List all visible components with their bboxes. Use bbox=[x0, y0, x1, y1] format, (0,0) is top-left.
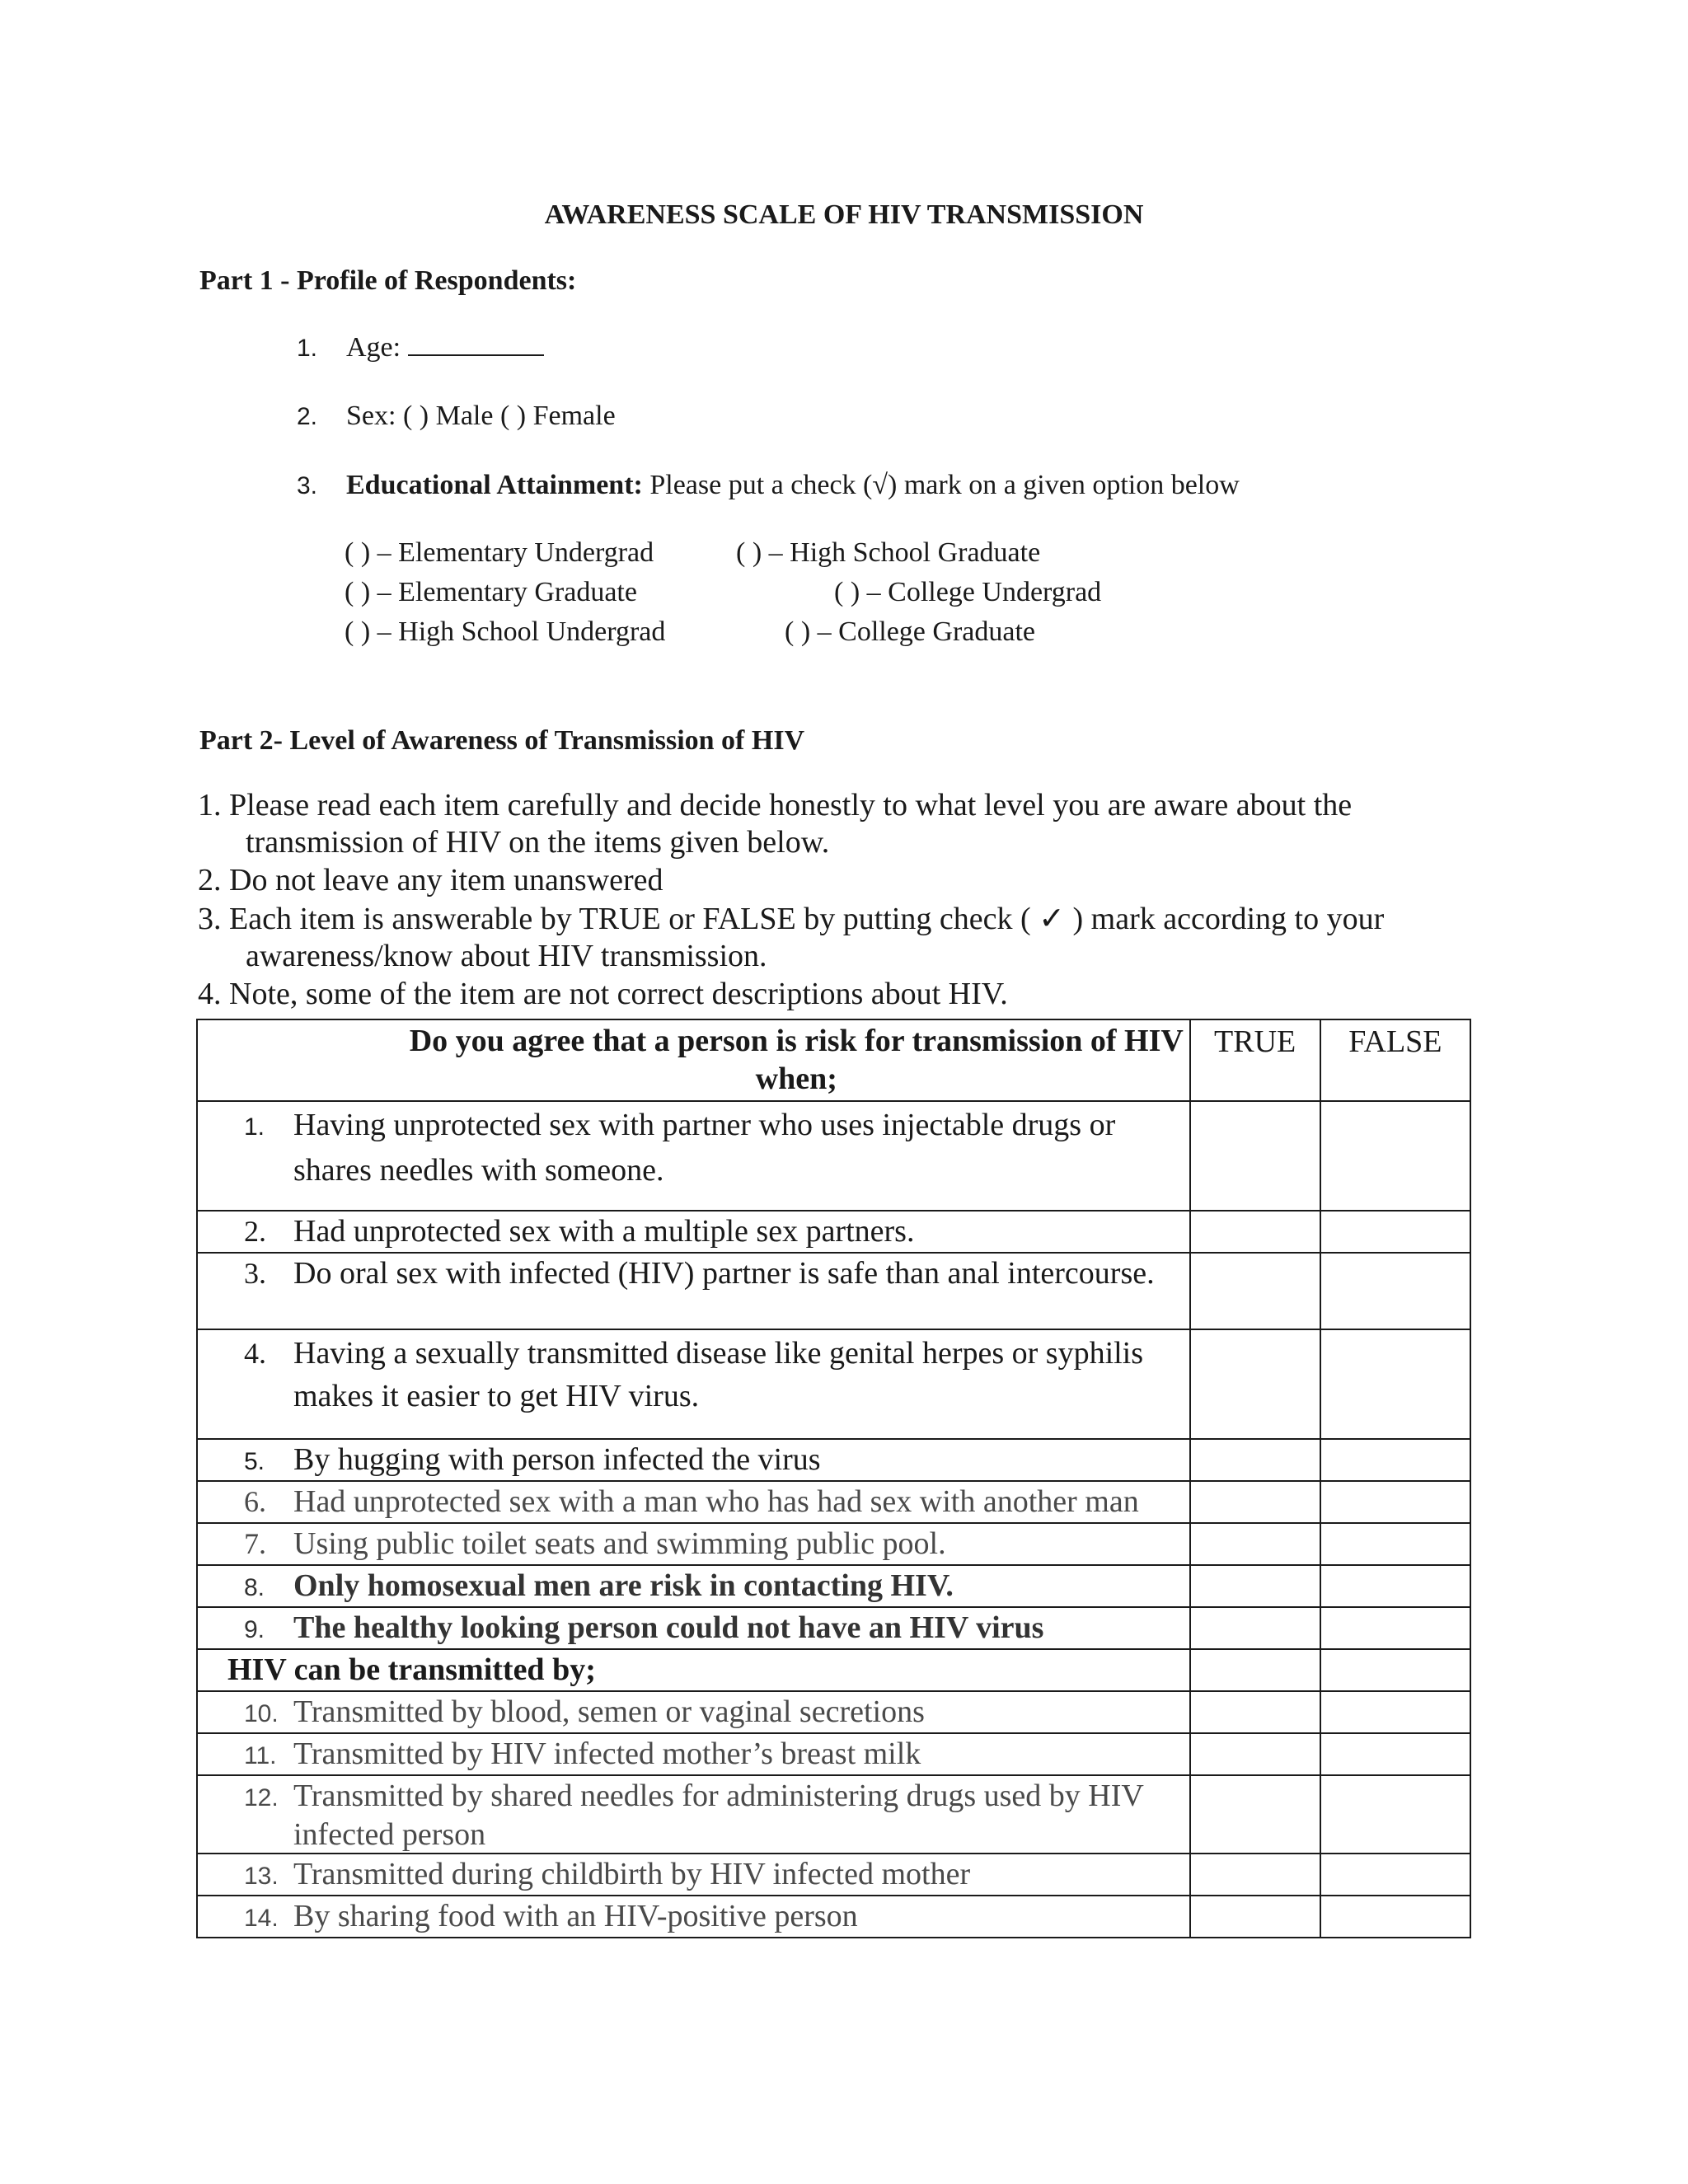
item-number: 1. bbox=[244, 1113, 265, 1141]
item-text: Transmitted by shared needles for administering drugs used by HIV infected person bbox=[293, 1779, 1144, 1852]
education-item bbox=[297, 470, 1240, 501]
header-question: Do you agree that a person is risk for transmission of HIV when; bbox=[197, 1019, 1190, 1101]
age-label: Age: bbox=[346, 332, 401, 363]
false-check-cell[interactable] bbox=[1320, 1733, 1470, 1775]
true-check-cell[interactable] bbox=[1190, 1607, 1320, 1649]
false-check-cell[interactable] bbox=[1320, 1481, 1470, 1523]
education-instruction: Please put a check (√) mark on a given option below bbox=[642, 470, 1240, 500]
age-blank-field[interactable] bbox=[408, 331, 544, 356]
true-check-cell[interactable] bbox=[1190, 1896, 1320, 1938]
item-number: 10. bbox=[244, 1700, 279, 1727]
false-check-cell[interactable] bbox=[1320, 1775, 1470, 1854]
item-number: 9. bbox=[244, 1616, 265, 1643]
table-row bbox=[197, 1775, 1470, 1854]
false-check-cell[interactable] bbox=[1320, 1523, 1470, 1565]
instruction-1: 1. Please read each item carefully and decide honestly to what level you are aware about the bbox=[198, 788, 1353, 823]
item-text: Transmitted by HIV infected mother’s breast milk bbox=[293, 1736, 921, 1771]
table-row bbox=[197, 1523, 1470, 1565]
part1-heading: Part 1 - Profile of Respondents: bbox=[199, 265, 577, 296]
false-check-cell[interactable] bbox=[1320, 1101, 1470, 1211]
instruction-3-cont: awareness/know about HIV transmission. bbox=[246, 939, 767, 973]
instruction-4: 4. Note, some of the item are not correct descriptions about HIV. bbox=[198, 977, 1008, 1011]
false-check-cell[interactable] bbox=[1320, 1854, 1470, 1896]
item-number: 4. bbox=[244, 1337, 266, 1370]
sex-label[interactable]: Sex: ( ) Male ( ) Female bbox=[346, 401, 616, 431]
table-row bbox=[197, 1733, 1470, 1775]
false-check-cell[interactable] bbox=[1320, 1607, 1470, 1649]
true-check-cell[interactable] bbox=[1190, 1329, 1320, 1439]
table-row bbox=[197, 1607, 1470, 1649]
item-number: 11. bbox=[244, 1742, 277, 1769]
true-check-cell[interactable] bbox=[1190, 1523, 1320, 1565]
true-check-cell[interactable] bbox=[1190, 1854, 1320, 1896]
item-text: Using public toilet seats and swimming public pool. bbox=[293, 1526, 946, 1561]
header-false: FALSE bbox=[1320, 1019, 1470, 1101]
true-check-cell[interactable] bbox=[1190, 1733, 1320, 1775]
item-text: Had unprotected sex with a multiple sex partners. bbox=[293, 1214, 915, 1249]
item-text: Having unprotected sex with partner who uses injectable drugs or shares needles with someone. bbox=[293, 1108, 1116, 1188]
item-text: Transmitted by blood, semen or vaginal secretions bbox=[293, 1694, 925, 1729]
page-title: AWARENESS SCALE OF HIV TRANSMISSION bbox=[544, 199, 1144, 230]
table-row bbox=[197, 1896, 1470, 1938]
education-number: 3. bbox=[297, 472, 318, 499]
section-true-cell bbox=[1190, 1649, 1320, 1691]
instruction-2: 2. Do not leave any item unanswered bbox=[198, 863, 663, 898]
table-row bbox=[197, 1101, 1470, 1211]
false-check-cell[interactable] bbox=[1320, 1253, 1470, 1329]
item-number: 12. bbox=[244, 1784, 279, 1811]
sex-item bbox=[297, 401, 616, 432]
item-number: 8. bbox=[244, 1574, 265, 1601]
awareness-table bbox=[196, 1019, 1471, 1938]
age-item bbox=[297, 331, 544, 363]
education-label: Educational Attainment: bbox=[346, 470, 643, 500]
option-high-school-graduate[interactable]: ( ) – High School Graduate bbox=[736, 537, 1041, 568]
instruction-3: 3. Each item is answerable by TRUE or FALSE by putting check ( ✓ ) mark according to your bbox=[198, 902, 1385, 936]
part2-heading: Part 2- Level of Awareness of Transmission of HIV bbox=[199, 725, 805, 756]
false-check-cell[interactable] bbox=[1320, 1439, 1470, 1481]
true-check-cell[interactable] bbox=[1190, 1481, 1320, 1523]
table-row bbox=[197, 1329, 1470, 1439]
item-text: The healthy looking person could not have an HIV virus bbox=[293, 1610, 1044, 1645]
option-college-graduate[interactable]: ( ) – College Graduate bbox=[785, 616, 1035, 647]
item-text: Only homosexual men are risk in contacting HIV. bbox=[293, 1568, 954, 1603]
item-number: 2. bbox=[244, 1215, 266, 1248]
false-check-cell[interactable] bbox=[1320, 1565, 1470, 1607]
item-number: 5. bbox=[244, 1448, 265, 1475]
true-check-cell[interactable] bbox=[1190, 1253, 1320, 1329]
instruction-1-cont: transmission of HIV on the items given below. bbox=[246, 825, 830, 860]
section-false-cell bbox=[1320, 1649, 1470, 1691]
table-row bbox=[197, 1439, 1470, 1481]
table-row bbox=[197, 1481, 1470, 1523]
true-check-cell[interactable] bbox=[1190, 1565, 1320, 1607]
true-check-cell[interactable] bbox=[1190, 1691, 1320, 1733]
true-check-cell[interactable] bbox=[1190, 1101, 1320, 1211]
age-number: 1. bbox=[297, 335, 318, 362]
option-elementary-graduate[interactable]: ( ) – Elementary Graduate bbox=[345, 577, 637, 607]
item-text: By hugging with person infected the virus bbox=[293, 1442, 821, 1477]
option-high-school-undergrad[interactable]: ( ) – High School Undergrad bbox=[345, 616, 666, 647]
option-elementary-undergrad[interactable]: ( ) – Elementary Undergrad bbox=[345, 537, 654, 568]
item-number: 6. bbox=[244, 1485, 266, 1518]
section-row bbox=[197, 1649, 1470, 1691]
sex-number: 2. bbox=[297, 403, 318, 430]
item-text: Do oral sex with infected (HIV) partner is safe than anal intercourse. bbox=[293, 1256, 1155, 1291]
item-text: Having a sexually transmitted disease like genital herpes or syphilis makes it easier to get HIV virus. bbox=[293, 1336, 1144, 1413]
true-check-cell[interactable] bbox=[1190, 1439, 1320, 1481]
item-number: 3. bbox=[244, 1257, 266, 1290]
table-header-row bbox=[197, 1019, 1470, 1101]
false-check-cell[interactable] bbox=[1320, 1329, 1470, 1439]
item-text: Had unprotected sex with a man who has had sex with another man bbox=[293, 1484, 1139, 1519]
header-true: TRUE bbox=[1190, 1019, 1320, 1101]
table-row bbox=[197, 1691, 1470, 1733]
option-college-undergrad[interactable]: ( ) – College Undergrad bbox=[834, 577, 1102, 607]
item-number: 14. bbox=[244, 1905, 279, 1932]
true-check-cell[interactable] bbox=[1190, 1775, 1320, 1854]
item-number: 7. bbox=[244, 1527, 266, 1560]
table-row bbox=[197, 1854, 1470, 1896]
table-row bbox=[197, 1211, 1470, 1253]
table-row bbox=[197, 1565, 1470, 1607]
item-text: Transmitted during childbirth by HIV infected mother bbox=[293, 1857, 971, 1891]
item-number: 13. bbox=[244, 1863, 279, 1890]
true-check-cell[interactable] bbox=[1190, 1211, 1320, 1253]
section-label: HIV can be transmitted by; bbox=[197, 1649, 1190, 1691]
table-row bbox=[197, 1253, 1470, 1329]
item-text: By sharing food with an HIV-positive person bbox=[293, 1899, 858, 1933]
false-check-cell[interactable] bbox=[1320, 1896, 1470, 1938]
false-check-cell[interactable] bbox=[1320, 1211, 1470, 1253]
false-check-cell[interactable] bbox=[1320, 1691, 1470, 1733]
